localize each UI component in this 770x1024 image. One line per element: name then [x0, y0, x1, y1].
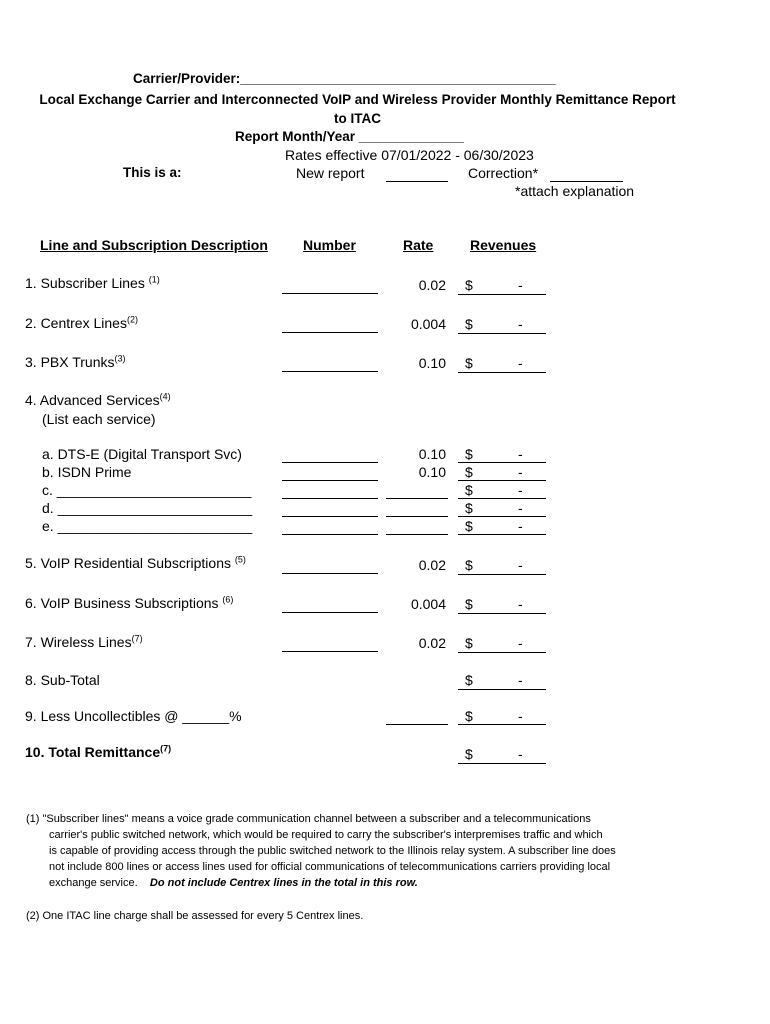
row-service-c[interactable]: c. _________________________	[42, 482, 252, 498]
footnote-1-line1: (1) "Subscriber lines" means a voice grade communication channel between a subscriber and a telecommunications	[26, 813, 591, 825]
carrier-provider-label: Carrier/Provider:__________________________________________	[133, 71, 556, 86]
report-title: Local Exchange Carrier and Interconnected VoIP and Wireless Provider Monthly Remittance Report	[39, 92, 676, 107]
voip-business-revenue: -	[518, 596, 523, 612]
centrex-lines-revenue: -	[518, 316, 523, 332]
dts-e-currency: $	[465, 446, 473, 462]
subscriber-lines-currency: $	[465, 277, 473, 293]
row-sub-total: 8. Sub-Total	[25, 672, 100, 688]
pbx-trunks-currency: $	[465, 355, 473, 371]
description-column-header: Line and Subscription Description	[40, 237, 268, 253]
service-c-number-field[interactable]	[282, 498, 378, 499]
pbx-trunks-number-field[interactable]	[282, 371, 378, 372]
voip-residential-revenue-line	[458, 574, 546, 575]
service-d-revenue: -	[518, 500, 523, 516]
dts-e-number-field[interactable]	[282, 462, 378, 463]
row-advanced-services: 4. Advanced Services$^{(4)}$	[25, 391, 171, 408]
service-d-number-field[interactable]	[282, 516, 378, 517]
revenues-column-header: Revenues	[470, 237, 537, 253]
uncollectibles-currency: $	[465, 708, 473, 724]
isdn-prime-rate: 0.10	[418, 464, 446, 480]
number-column-header: Number	[303, 237, 356, 253]
row-voip-residential: 5. VoIP Residential Subscriptions $^{(5)}$	[25, 554, 246, 571]
voip-business-number-field[interactable]	[282, 612, 378, 613]
rates-effective-text: Rates effective 07/01/2022 - 06/30/2023	[285, 147, 534, 163]
centrex-lines-currency: $	[465, 316, 473, 332]
isdn-prime-currency: $	[465, 464, 473, 480]
sub-total-revenue-line	[458, 689, 546, 690]
row-service-e[interactable]: e. _________________________	[42, 518, 253, 534]
row-subscriber-lines: 1. Subscriber Lines $^{(1)}$	[25, 274, 160, 291]
new-report-field[interactable]	[386, 181, 448, 182]
new-report-label: New report	[296, 165, 365, 181]
footnote-1-line4: not include 800 lines or access lines used for official communications of telecommunications carriers providing local	[49, 861, 611, 873]
voip-residential-rate: 0.02	[418, 557, 446, 573]
row-dts-e: a. DTS-E (Digital Transport Svc)	[42, 446, 242, 462]
service-d-currency: $	[465, 500, 473, 516]
service-e-revenue: -	[518, 518, 523, 534]
subscriber-lines-number-field[interactable]	[282, 293, 378, 294]
correction-label: Correction*	[468, 165, 539, 181]
voip-residential-currency: $	[465, 557, 473, 573]
wireless-lines-currency: $	[465, 635, 473, 651]
advanced-services-sublabel: (List each service)	[42, 411, 156, 427]
voip-business-revenue-line	[458, 613, 546, 614]
total-remittance-currency: $	[465, 746, 473, 762]
total-remittance-revenue-line	[458, 763, 546, 764]
row-total-remittance: 10. Total Remittance$^{(7)}$	[25, 743, 172, 760]
service-e-number-field[interactable]	[282, 534, 378, 535]
centrex-lines-number-field[interactable]	[282, 332, 378, 333]
service-d-rate-field[interactable]	[386, 516, 448, 517]
footnote-1-line3: is capable of providing access through the public switched network to the Illinois relay system. A subscriber line does	[49, 845, 616, 857]
row-voip-business: 6. VoIP Business Subscriptions $^{(6)}$	[25, 594, 234, 611]
isdn-prime-revenue: -	[518, 464, 523, 480]
voip-business-currency: $	[465, 596, 473, 612]
attach-explanation-note: *attach explanation	[515, 183, 635, 199]
sub-total-revenue: -	[518, 672, 523, 688]
dts-e-revenue: -	[518, 446, 523, 462]
voip-residential-number-field[interactable]	[282, 573, 378, 574]
centrex-lines-revenue-line	[458, 333, 546, 334]
row-less-uncollectibles[interactable]: 9. Less Uncollectibles @ ______%	[25, 708, 242, 724]
correction-field[interactable]	[550, 181, 623, 182]
row-centrex-lines: 2. Centrex Lines$^{(2)}$	[25, 314, 138, 331]
wireless-lines-rate: 0.02	[418, 635, 446, 651]
pbx-trunks-rate: 0.10	[418, 355, 446, 371]
report-title-line2: to ITAC	[334, 111, 381, 126]
subscriber-lines-revenue: -	[518, 277, 523, 293]
service-c-currency: $	[465, 482, 473, 498]
uncollectibles-revenue-line	[458, 724, 546, 725]
service-c-rate-field[interactable]	[386, 498, 448, 499]
centrex-lines-rate: 0.004	[410, 316, 446, 332]
pbx-trunks-revenue-line	[458, 372, 546, 373]
row-service-d[interactable]: d. _________________________	[42, 500, 253, 516]
pbx-trunks-revenue: -	[518, 355, 523, 371]
wireless-lines-revenue: -	[518, 635, 523, 651]
total-remittance-revenue: -	[518, 746, 523, 762]
this-is-a-label: This is a:	[123, 165, 182, 180]
isdn-prime-number-field[interactable]	[282, 480, 378, 481]
wireless-lines-revenue-line	[458, 652, 546, 653]
uncollectibles-rate-field[interactable]	[386, 724, 448, 725]
footnote-1-line5: exchange service. Do not include Centrex lines in the total in this row.	[49, 877, 418, 889]
report-month-year-label: Report Month/Year ______________	[235, 129, 464, 144]
uncollectibles-revenue: -	[518, 708, 523, 724]
footnote-2: (2) One ITAC line charge shall be assessed for every 5 Centrex lines.	[26, 910, 364, 922]
service-c-revenue: -	[518, 482, 523, 498]
subscriber-lines-rate: 0.02	[418, 277, 446, 293]
row-wireless-lines: 7. Wireless Lines$^{(7)}$	[25, 633, 143, 650]
service-c-revenue-line	[458, 498, 546, 499]
rate-column-header: Rate	[403, 237, 434, 253]
service-e-rate-field[interactable]	[386, 534, 448, 535]
voip-business-rate: 0.004	[410, 596, 446, 612]
footnote-1-line2: carrier's public switched network, which would be required to carry the subscriber's interpremises traffic and which	[49, 829, 603, 841]
row-isdn-prime: b. ISDN Prime	[42, 464, 132, 480]
wireless-lines-number-field[interactable]	[282, 651, 378, 652]
sub-total-currency: $	[465, 672, 473, 688]
subscriber-lines-revenue-line	[458, 294, 546, 295]
isdn-prime-revenue-line	[458, 480, 546, 481]
service-e-currency: $	[465, 518, 473, 534]
voip-residential-revenue: -	[518, 557, 523, 573]
row-pbx-trunks: 3. PBX Trunks$^{(3)}$	[25, 353, 126, 370]
service-e-revenue-line	[458, 534, 546, 535]
dts-e-revenue-line	[458, 462, 546, 463]
service-d-revenue-line	[458, 516, 546, 517]
dts-e-rate: 0.10	[418, 446, 446, 462]
